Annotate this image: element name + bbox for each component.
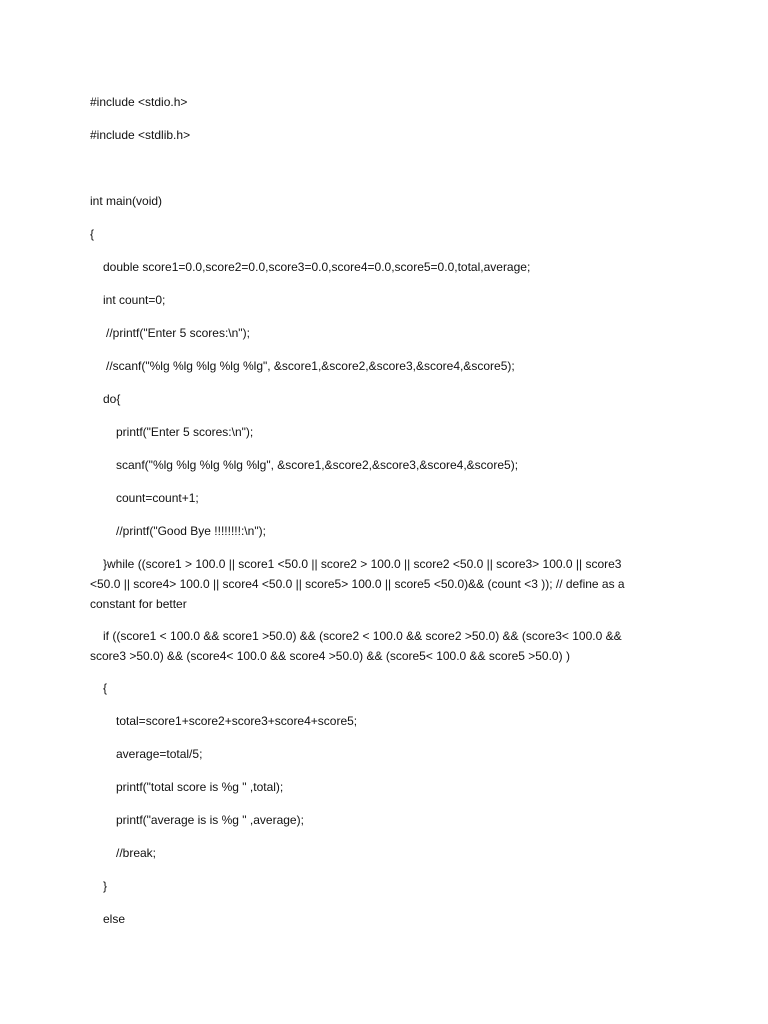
code-line: //break; [116, 846, 157, 860]
code-line: { [103, 681, 108, 695]
code-line: //printf("Good Bye !!!!!!!!:\n"); [116, 524, 266, 538]
code-line: <50.0 || score4> 100.0 || score4 <50.0 || score5> 100.0 || score5 <50.0)&& (count <3 )); // define as a [90, 577, 625, 591]
code-line: score3 >50.0) && (score4< 100.0 && score4 >50.0) && (score5< 100.0 && score5 >50.0) ) [90, 649, 570, 663]
code-line: average=total/5; [116, 747, 203, 761]
code-line: int count=0; [103, 293, 166, 307]
code-line: else [103, 912, 126, 926]
code-line: do{ [103, 392, 121, 406]
code-line: printf("Enter 5 scores:\n"); [116, 425, 254, 439]
code-line: } [103, 879, 108, 893]
code-line: if ((score1 < 100.0 && score1 >50.0) && (score2 < 100.0 && score2 >50.0) && (score3< 100.0 && [103, 629, 622, 643]
code-line: printf("average is is %g " ,average); [116, 813, 304, 827]
code-line: }while ((score1 > 100.0 || score1 <50.0 || score2 > 100.0 || score2 <50.0 || score3> 100.0 || score3 [103, 557, 622, 571]
code-line: total=score1+score2+score3+score4+score5; [116, 714, 358, 728]
code-line: int main(void) [90, 194, 163, 208]
code-line: { [90, 227, 95, 241]
code-line: scanf("%lg %lg %lg %lg %lg", &score1,&score2,&score3,&score4,&score5); [116, 458, 519, 472]
code-line: printf("total score is %g " ,total); [116, 780, 284, 794]
code-line: #include <stdio.h> [90, 95, 188, 109]
code-line: //scanf("%lg %lg %lg %lg %lg", &score1,&score2,&score3,&score4,&score5); [106, 359, 515, 373]
code-line: constant for better [90, 597, 187, 611]
code-line: #include <stdlib.h> [90, 128, 191, 142]
code-line: count=count+1; [116, 491, 199, 505]
code-line: //printf("Enter 5 scores:\n"); [106, 326, 250, 340]
code-line: double score1=0.0,score2=0.0,score3=0.0,score4=0.0,score5=0.0,total,average; [103, 260, 531, 274]
